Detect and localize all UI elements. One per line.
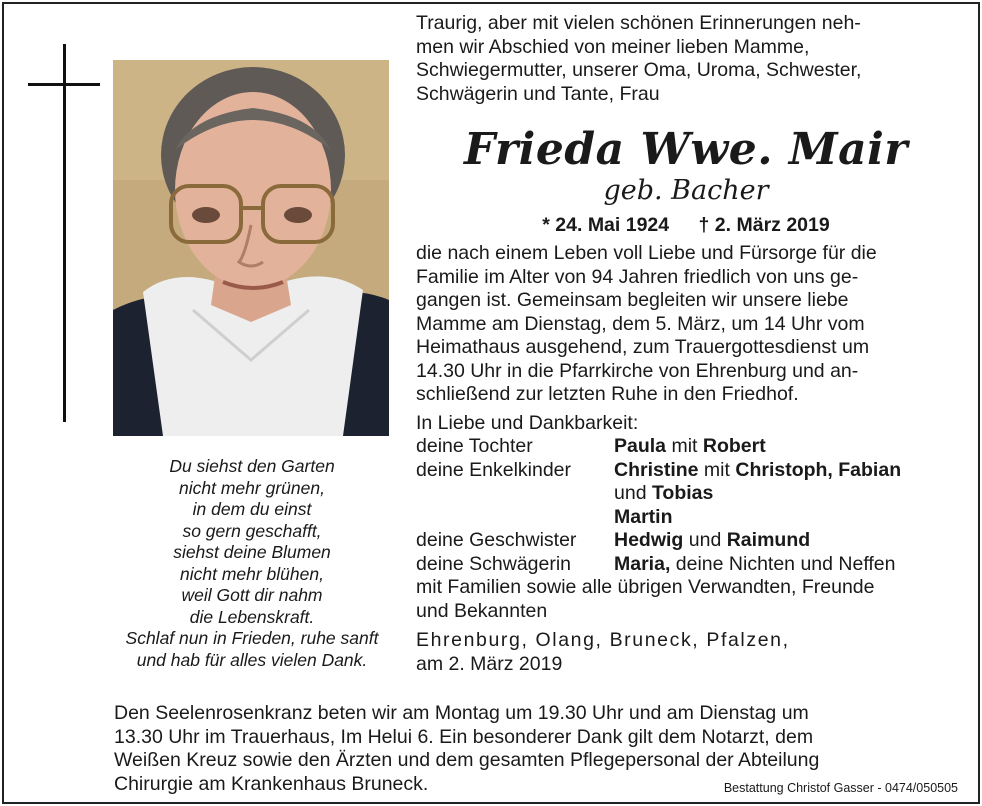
body-line: schließend zur letzten Ruhe in den Friedhof. xyxy=(416,383,799,405)
mourner-name: Hedwig xyxy=(614,529,684,551)
mourner-name: Christoph, Fabian xyxy=(735,458,902,481)
mourner-row-grandchildren-cont xyxy=(416,482,956,506)
intro-line: men wir Abschied von meiner lieben Mamme, xyxy=(416,35,810,58)
footer-line: Weißen Kreuz sowie den Ärzten und dem gesamten Pflegepersonal der Abteilung xyxy=(114,749,820,771)
poem-line: nicht mehr blühen, xyxy=(180,563,324,584)
portrait-image xyxy=(113,60,389,436)
cross-icon-vertical xyxy=(63,44,66,422)
poem-line: siehst deine Blumen xyxy=(173,542,331,562)
relation-label: deine Geschwister xyxy=(416,529,577,551)
relation-names xyxy=(614,459,956,483)
mourner-name: Robert xyxy=(702,435,766,457)
birth-date: * 24. Mai 1924 xyxy=(542,214,670,236)
relation-label: deine Enkelkinder xyxy=(416,458,572,481)
announcement-column xyxy=(416,12,956,676)
footer-line: 13.30 Uhr im Trauerhaus, Im Helui 6. Ein besonderer Dank gilt dem Notarzt, dem xyxy=(114,725,814,748)
poem-line: Du siehst den Garten xyxy=(169,456,335,476)
mourner-row-siblings xyxy=(416,529,956,553)
body-line: Heimathaus ausgehend, zum Trauergottesdienst um xyxy=(416,336,870,358)
body-line: Familie im Alter von 94 Jahren friedlich von uns ge- xyxy=(416,265,859,288)
relation-label: deine Schwägerin xyxy=(416,552,572,575)
place-and-date xyxy=(416,629,956,676)
intro-line: Schwägerin und Tante, Frau xyxy=(416,82,660,105)
mourner-name: Christine xyxy=(614,458,699,481)
connector-text: deine Nichten und Neffen xyxy=(670,552,896,575)
connector-text: und xyxy=(683,529,727,551)
thanks-heading: In Liebe und Dankbarkeit: xyxy=(416,411,639,434)
funeral-home-credit: Bestattung Christof Gasser - 0474/050505 xyxy=(723,781,958,795)
mourner-name: Paula xyxy=(614,435,667,457)
death-date: † 2. März 2019 xyxy=(698,214,830,236)
connector-text: und xyxy=(614,482,652,504)
poem-line: so gern geschafft, xyxy=(182,520,322,541)
footer-line: Den Seelenrosenkranz beten wir am Montag um 19.30 Uhr und am Dienstag um xyxy=(114,702,809,724)
announcement-body xyxy=(416,242,956,407)
place-names: Ehrenburg, Olang, Bruneck, Pfalzen, xyxy=(416,629,790,651)
other-mourners: mit Familien sowie alle übrigen Verwandten, Freunde xyxy=(416,576,875,598)
relation-names xyxy=(614,506,956,530)
mourners-list xyxy=(416,412,956,624)
relation-names xyxy=(614,553,956,577)
poem-line: in dem du einst xyxy=(192,499,312,519)
relation-names xyxy=(614,435,956,459)
body-line: gangen ist. Gemeinsam begleiten wir unsere liebe xyxy=(416,289,849,311)
poem-line: die Lebenskraft. xyxy=(189,606,315,627)
life-dates xyxy=(416,212,956,238)
mourner-name: Martin xyxy=(614,505,673,528)
body-line: 14.30 Uhr in die Pfarrkirche von Ehrenburg und an- xyxy=(416,359,859,382)
other-mourners: und Bekannten xyxy=(416,599,548,622)
intro-line: Traurig, aber mit vielen schönen Erinnerungen neh- xyxy=(416,12,861,34)
poem xyxy=(104,456,400,671)
mourner-row-grandchildren-cont xyxy=(416,506,956,530)
mourner-name: Raimund xyxy=(726,529,811,551)
relation-label: deine Tochter xyxy=(416,435,533,457)
obituary-card xyxy=(2,2,980,804)
portrait-photo xyxy=(113,60,389,436)
deceased-name: Frieda Wwe. Mair xyxy=(464,124,908,175)
relation-names xyxy=(614,482,956,506)
announcement-date: am 2. März 2019 xyxy=(416,652,563,675)
mourner-name: Maria, xyxy=(614,552,671,575)
footer-line: Chirurgie am Krankenhaus Bruneck. xyxy=(114,772,429,795)
poem-line: weil Gott dir nahm xyxy=(181,585,323,605)
poem-line: Schlaf nun in Frieden, ruhe sanft xyxy=(125,628,379,648)
mourner-row-daughter xyxy=(416,435,956,459)
cross-icon-horizontal xyxy=(28,83,100,86)
connector-text: mit xyxy=(698,458,736,481)
connector-text: mit xyxy=(666,435,703,457)
mourner-row-grandchildren xyxy=(416,459,956,483)
body-line: die nach einem Leben voll Liebe und Fürsorge für die xyxy=(416,242,877,264)
maiden-name: geb. Bacher xyxy=(603,175,769,206)
intro-text xyxy=(416,12,956,106)
relation-names xyxy=(614,529,956,553)
mourner-name: Tobias xyxy=(651,482,714,504)
poem-line: nicht mehr grünen, xyxy=(179,477,325,498)
intro-line: Schwiegermutter, unserer Oma, Uroma, Schwester, xyxy=(416,59,862,81)
mourner-row-sister-in-law xyxy=(416,553,956,577)
poem-line: und hab für alles vielen Dank. xyxy=(136,649,368,670)
body-line: Mamme am Dienstag, dem 5. März, um 14 Uhr vom xyxy=(416,312,865,335)
